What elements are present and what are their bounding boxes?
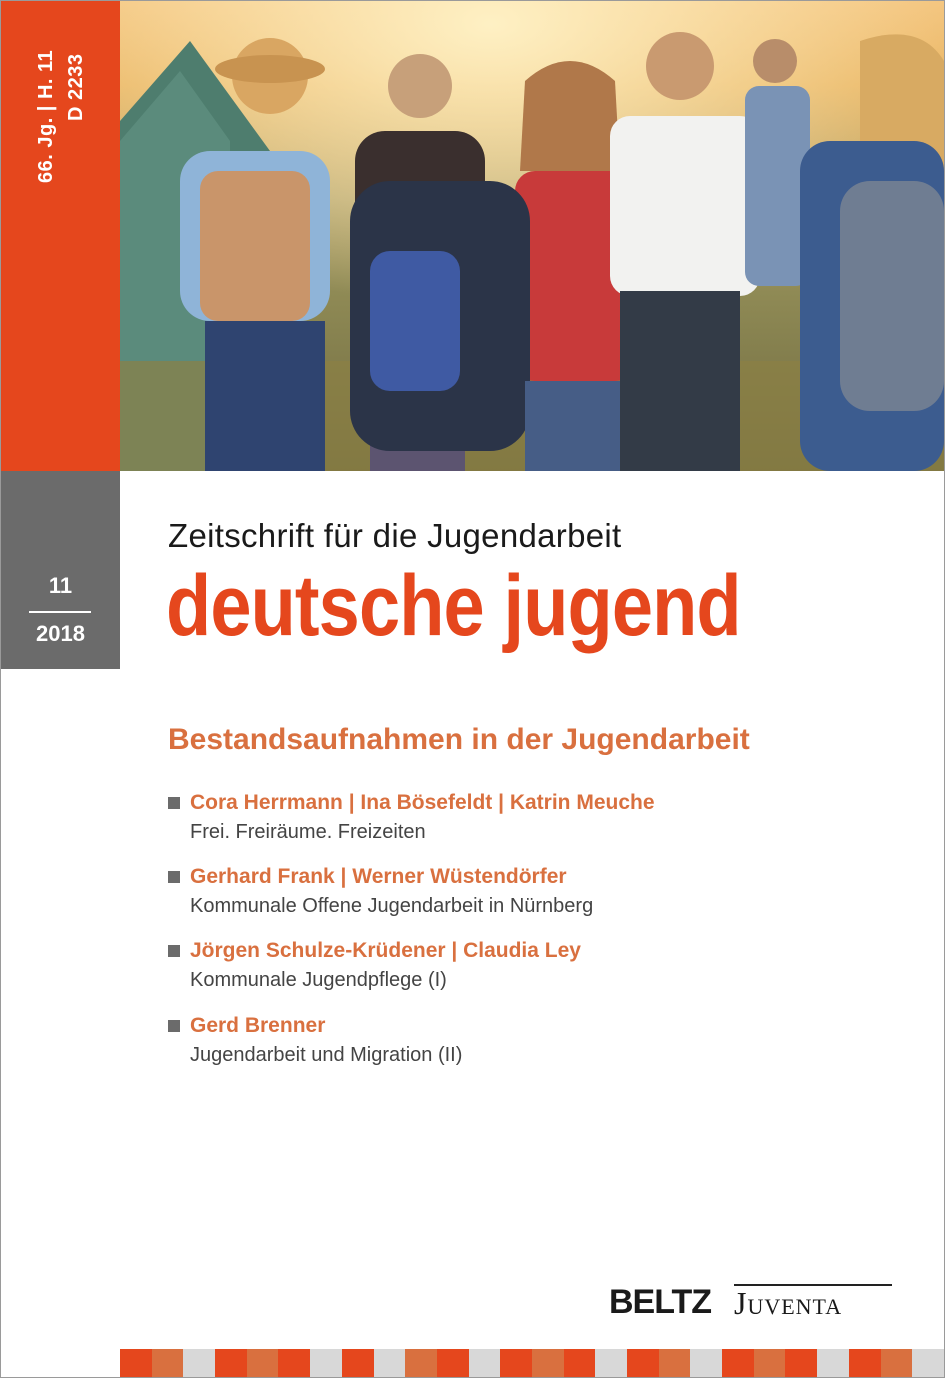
stripe-segment [469,1349,501,1377]
stripe-segment [183,1349,215,1377]
issue-theme: Bestandsaufnahmen in der Jugendarbeit [168,723,750,756]
stripe-segment [120,1349,152,1377]
stripe-segment [215,1349,247,1377]
journal-code-label: D 2233 [65,53,87,121]
bullet-square-icon [168,1020,180,1032]
publisher-name-bold: BELTZ [609,1283,712,1321]
bullet-square-icon [168,797,180,809]
publisher-name-serif: Juventa [734,1285,843,1321]
bottom-color-stripe [120,1349,944,1377]
article-authors: Jörgen Schulze-Krüdener | Claudia Ley [190,939,581,962]
stripe-segment [342,1349,374,1377]
stripe-segment [659,1349,691,1377]
stripe-segment [500,1349,532,1377]
stripe-segment [405,1349,437,1377]
stripe-segment [374,1349,406,1377]
bullet-square-icon [168,871,180,883]
cover-photo [120,1,944,471]
stripe-segment [690,1349,722,1377]
article-title: Jugendarbeit und Migration (II) [190,1044,463,1066]
issue-year: 2018 [36,621,85,646]
spine-text [1,1,120,471]
journal-subtitle: Zeitschrift für die Jugendarbeit [168,517,622,554]
stripe-segment [912,1349,944,1377]
article-title: Kommunale Jugendpflege (I) [190,969,447,991]
stripe-segment [310,1349,342,1377]
stripe-segment [278,1349,310,1377]
stripe-segment [849,1349,881,1377]
article-authors: Gerhard Frank | Werner Wüstendörfer [190,865,567,888]
stripe-segment [532,1349,564,1377]
stripe-segment [247,1349,279,1377]
cover-photo-illustration [120,1,944,471]
stripe-segment [881,1349,913,1377]
publisher-logo [609,1281,909,1321]
stripe-segment [437,1349,469,1377]
article-title: Kommunale Offene Jugendarbeit in Nürnberg [190,895,594,917]
stripe-segment [627,1349,659,1377]
bullet-square-icon [168,945,180,957]
article-authors: Cora Herrmann | Ina Bösefeldt | Katrin Meuche [190,791,655,814]
article-title: Frei. Freiräume. Freizeiten [190,821,426,843]
stripe-segment [817,1349,849,1377]
volume-issue-label: 66. Jg. | H. 11 [35,49,57,183]
journal-title: deutsche jugend [166,558,741,654]
stripe-segment [152,1349,184,1377]
stripe-segment [785,1349,817,1377]
stripe-segment [595,1349,627,1377]
article-authors: Gerd Brenner [190,1014,326,1037]
issue-divider [29,611,91,613]
stripe-segment [722,1349,754,1377]
stripe-segment [754,1349,786,1377]
stripe-segment [564,1349,596,1377]
issue-number: 11 [48,573,73,598]
